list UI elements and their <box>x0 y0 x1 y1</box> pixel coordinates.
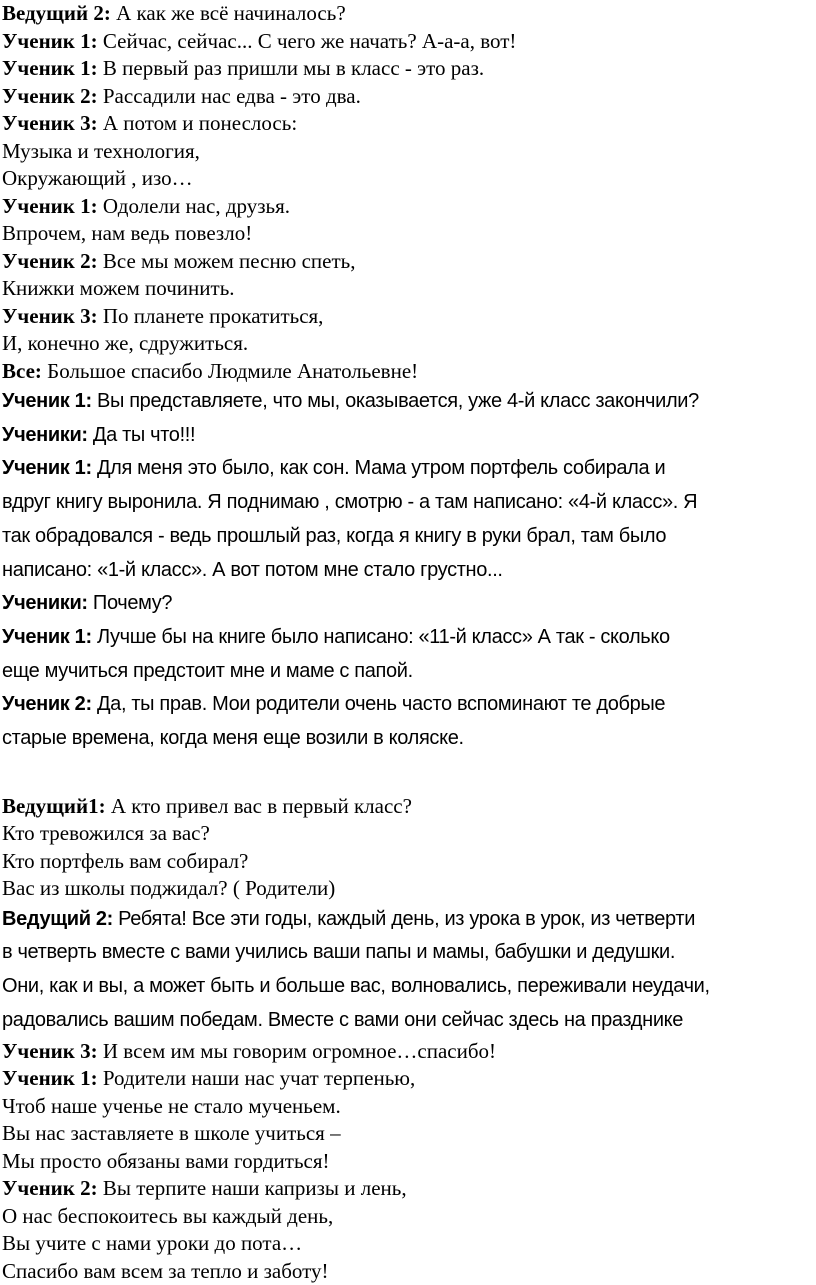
speaker-label: Ученик 1: <box>2 56 98 80</box>
line-text: Рассадили нас едва - это два. <box>97 83 361 108</box>
line-text: О нас беспокоитесь вы каждый день, <box>2 1203 334 1228</box>
script-line <box>2 722 814 756</box>
line-text: старые времена, когда меня еще возили в коляске. <box>2 727 464 750</box>
line-text: Чтоб наше ученье не стало мученьем. <box>2 1093 341 1118</box>
script-line <box>2 848 814 876</box>
script-line <box>2 303 814 331</box>
script-line <box>2 793 814 821</box>
script-line <box>2 587 814 621</box>
script-line <box>2 110 814 138</box>
script-line <box>2 903 814 937</box>
script-line <box>2 138 814 166</box>
line-text: в четверть вместе с вами учились ваши папы и мамы, бабушки и дедушки. <box>2 941 676 964</box>
script-line <box>2 875 814 903</box>
line-text: радовались вашим победам. Вместе с вами они сейчас здесь на празднике <box>2 1008 684 1031</box>
speaker-label: Ученик 3: <box>2 303 98 328</box>
line-text: Вы представляете, что мы, оказывается, уже 4-й класс закончили? <box>91 390 699 412</box>
line-text: вдруг книгу выронила. Я поднимаю , смотрю - а там написано: «4-й класс». Я <box>2 491 698 514</box>
speaker-label: Ученик 1: <box>2 28 98 53</box>
line-text: Мы просто обязаны вами гордиться! <box>2 1148 330 1173</box>
line-text: Кто тревожился за вас? <box>2 821 210 846</box>
script-line <box>2 0 814 28</box>
script-line <box>2 55 814 83</box>
line-text: А потом и понеслось: <box>97 111 298 135</box>
line-text: Большое спасибо Людмиле Анатольевне! <box>41 358 419 383</box>
speaker-label: Ведущий 2: <box>2 907 113 930</box>
speaker-label: Ученик 2: <box>2 693 92 716</box>
script-line <box>2 220 814 248</box>
line-text: Вы учите с нами уроки до пота… <box>2 1231 303 1256</box>
script-line <box>2 28 814 56</box>
speaker-label: Ученик 3: <box>2 1038 98 1063</box>
speaker-label: Ученики: <box>2 592 88 615</box>
line-text: Вы нас заставляете в школе учиться – <box>2 1121 341 1146</box>
script-line <box>2 1065 814 1093</box>
script-line <box>2 820 814 848</box>
speaker-label: Ученик 2: <box>2 83 98 108</box>
line-text: Окружающий , изо… <box>2 166 193 190</box>
line-text: Да ты что!!! <box>87 423 196 446</box>
speaker-label: Ученик 1: <box>2 390 92 412</box>
script-line <box>2 452 814 486</box>
line-text: Кто портфель вам собирал? <box>2 848 249 873</box>
script-line <box>2 1175 814 1203</box>
line-text: Музыка и технология, <box>2 138 200 163</box>
script-line <box>2 1203 814 1231</box>
script-line <box>2 1093 814 1121</box>
speaker-label: Ученик 1: <box>2 1066 98 1091</box>
script-line <box>2 193 814 221</box>
line-text: А кто привел вас в первый класс? <box>105 793 412 818</box>
line-text: Спасибо вам всем за тепло и заботу! <box>2 1258 329 1283</box>
script-line <box>2 1258 814 1285</box>
line-text: Книжки можем починить. <box>2 276 235 300</box>
speaker-label: Ведущий 2: <box>2 1 111 25</box>
script-line <box>2 385 814 419</box>
line-text: Впрочем, нам ведь повезло! <box>2 221 253 245</box>
script-line <box>2 248 814 276</box>
line-text: Ребята! Все эти годы, каждый день, из урока в урок, из четверти <box>112 907 696 930</box>
speaker-label: Ученик 1: <box>2 193 98 218</box>
speaker-label: Ведущий1: <box>2 793 106 818</box>
line-text: Да, ты прав. Мои родители очень часто вспоминают те добрые <box>91 693 666 716</box>
paragraph-spacer <box>2 756 814 793</box>
line-text: Вас из школы поджидал? ( Родители) <box>2 876 336 901</box>
line-text: Вы терпите наши капризы и лень, <box>97 1176 407 1201</box>
line-text: Одолели нас, друзья. <box>97 193 291 218</box>
script-line <box>2 330 814 358</box>
line-text: И всем им мы говорим огромное…спасибо! <box>97 1038 497 1063</box>
script-line <box>2 1148 814 1176</box>
script-line <box>2 554 814 588</box>
script-line <box>2 936 814 970</box>
line-text: Они, как и вы, а может быть и больше вас, волновались, переживали неудачи, <box>2 975 710 998</box>
line-text: написано: «1-й класс». А вот потом мне стало грустно... <box>2 558 503 581</box>
script-line <box>2 1004 814 1038</box>
script-line <box>2 655 814 689</box>
line-text: И, конечно же, сдружиться. <box>2 331 249 355</box>
line-text: Все мы можем песню спеть, <box>97 248 356 273</box>
line-text: Для меня это было, как сон. Мама утром портфель собирала и <box>91 457 666 480</box>
speaker-label: Ученик 2: <box>2 1176 98 1201</box>
document-body <box>2 0 814 1285</box>
speaker-label: Ученик 1: <box>2 625 92 648</box>
speaker-label: Ученики: <box>2 423 88 446</box>
speaker-label: Ученик 3: <box>2 111 98 135</box>
script-line <box>2 486 814 520</box>
script-line <box>2 419 814 453</box>
line-text: Родители наши нас учат терпенью, <box>97 1066 416 1091</box>
line-text: еще мучиться предстоит мне и маме с папой. <box>2 659 413 682</box>
line-text: Сейчас, сейчас... С чего же начать? А-а-а, вот! <box>97 28 517 53</box>
speaker-label: Все: <box>2 358 42 383</box>
script-line <box>2 1120 814 1148</box>
script-line <box>2 1230 814 1258</box>
script-line <box>2 688 814 722</box>
speaker-label: Ученик 1: <box>2 457 92 480</box>
script-line <box>2 358 814 386</box>
script-line <box>2 1038 814 1066</box>
line-text: Почему? <box>87 592 173 615</box>
script-line <box>2 970 814 1004</box>
line-text: В первый раз пришли мы в класс - это раз. <box>97 56 485 80</box>
script-line <box>2 83 814 111</box>
script-line <box>2 275 814 303</box>
script-line <box>2 520 814 554</box>
speaker-label: Ученик 2: <box>2 248 98 273</box>
script-line <box>2 621 814 655</box>
script-line <box>2 165 814 193</box>
line-text: А как же всё начиналось? <box>110 1 346 25</box>
line-text: Лучше бы на книге было написано: «11-й класс» А так - сколько <box>91 625 670 648</box>
line-text: так обрадовался - ведь прошлый раз, когда я книгу в руки брал, там было <box>2 524 667 547</box>
line-text: По планете прокатиться, <box>97 303 324 328</box>
